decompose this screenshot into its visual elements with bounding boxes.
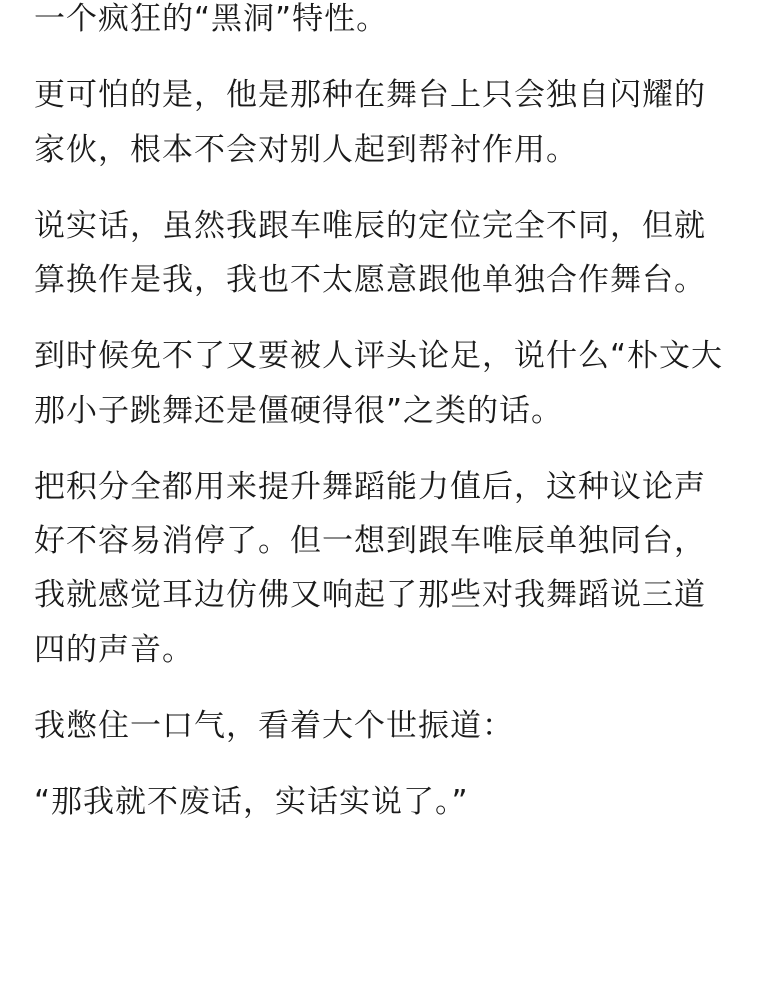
paragraph-6: 我憋住一口气，看着大个世振道： (34, 707, 514, 744)
paragraph-4: 到时候免不了又要被人评头论足，说什么“朴文大那小子跳舞还是僵硬得很”之类的话。 (34, 338, 724, 429)
paragraph-5: 把积分全都用来提升舞蹈能力值后，这种议论声好不容易消停了。但一想到跟车唯辰单独同台，我就感觉耳边仿佛又响起了那些对我舞蹈说三道四的声音。 (34, 468, 706, 668)
paragraph-3: 说实话，虽然我跟车唯辰的定位完全不同，但就算换作是我，我也不太愿意跟他单独合作舞台。 (34, 207, 706, 298)
paragraph-1: 一个疯狂的“黑洞”特性。 (34, 1, 389, 37)
paragraph-7: “那我就不废话，实话实说了。” (34, 784, 469, 820)
paragraph-2: 更可怕的是，他是那种在舞台上只会独自闪耀的家伙，根本不会对别人起到帮衬作用。 (34, 77, 706, 168)
